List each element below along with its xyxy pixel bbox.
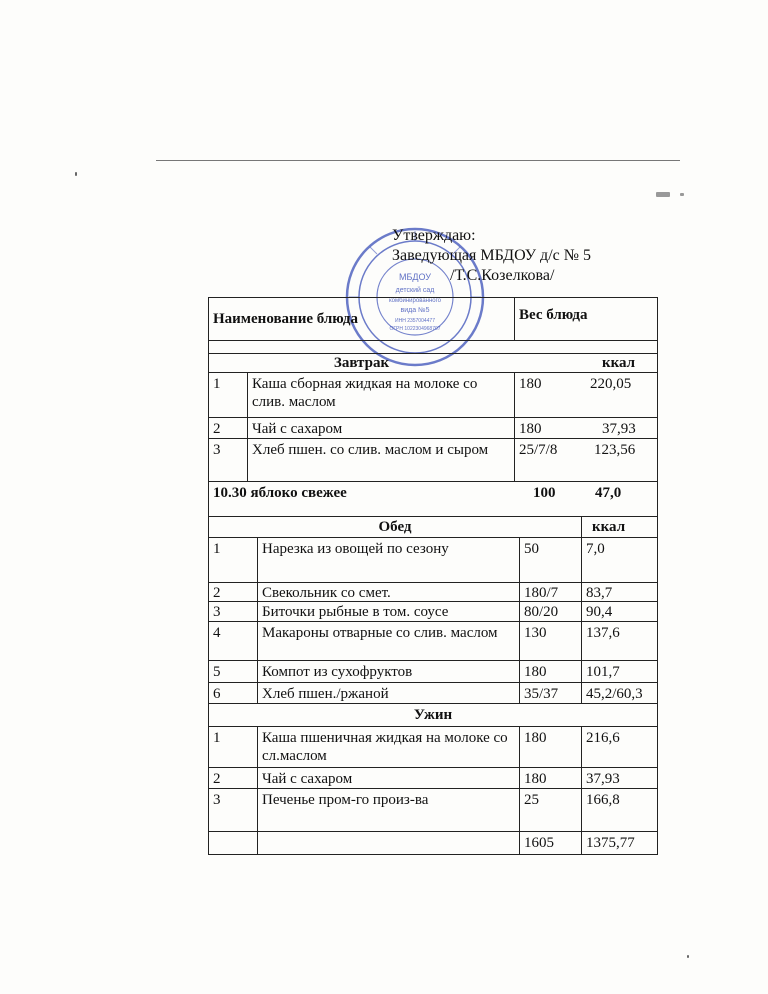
row-weight: 130 — [519, 622, 581, 660]
table-row — [209, 661, 657, 683]
table-row — [209, 439, 657, 482]
header-weight: Вес блюда — [514, 298, 657, 340]
row-num: 1 — [213, 541, 221, 557]
snack-weight: 100 — [533, 485, 556, 501]
row-dish: Макароны отварные со слив. маслом — [257, 622, 519, 660]
table-header-row — [209, 297, 657, 341]
table-row — [209, 602, 657, 622]
table-row — [209, 683, 657, 704]
row-num: 1 — [213, 376, 221, 392]
row-weight: 180 — [514, 418, 586, 438]
row-num: 2 — [213, 585, 221, 601]
row-dish: Биточки рыбные в том. соусе — [257, 602, 519, 621]
lunch-kcal-label: ккал — [581, 517, 657, 537]
row-dish: Хлеб пшен. со слив. маслом и сыром — [247, 439, 514, 481]
seal-text: ИНН 2357004477 — [394, 318, 436, 324]
approval-block — [392, 226, 591, 286]
row-num: 3 — [213, 792, 221, 808]
lunch-title-row — [209, 517, 657, 538]
approval-line-2: Заведующая МБДОУ д/с № 5 — [392, 247, 591, 264]
row-kcal: 123,56 — [594, 442, 636, 458]
row-weight: 80/20 — [519, 602, 581, 621]
approval-line-3: /Т.С.Козелкова/ — [450, 267, 555, 284]
table-row — [209, 768, 657, 789]
row-weight: 180/7 — [519, 583, 581, 601]
row-dish: Каша пшеничная жидкая на молоке со сл.маслом — [257, 727, 519, 767]
snack-row — [209, 482, 657, 517]
table-row — [209, 538, 657, 583]
menu-table — [208, 297, 658, 855]
total-kcal: 1375,77 — [581, 832, 657, 854]
total-weight: 1605 — [519, 832, 581, 854]
table-row — [209, 622, 657, 661]
row-num: 5 — [213, 664, 221, 680]
row-kcal: 83,7 — [581, 583, 657, 601]
row-num: 2 — [213, 771, 221, 787]
row-weight: 180 — [519, 768, 581, 788]
row-weight: 50 — [519, 538, 581, 582]
table-spacer-row — [209, 341, 657, 354]
table-row — [209, 583, 657, 602]
table-row — [209, 789, 657, 832]
row-kcal: 137,6 — [581, 622, 657, 660]
seal-text: вида №5 — [400, 307, 430, 314]
row-dish: Хлеб пшен./ржаной — [257, 683, 519, 703]
breakfast-title: Завтрак — [333, 355, 390, 371]
row-kcal: 90,4 — [581, 602, 657, 621]
scan-top-line — [156, 160, 680, 161]
row-weight: 25/7/8 — [514, 439, 586, 481]
row-num: 3 — [213, 442, 221, 458]
dinner-title: Ужин — [413, 707, 453, 723]
row-kcal: 37,93 — [581, 768, 657, 788]
row-dish: Чай с сахаром — [247, 418, 514, 438]
row-kcal: 166,8 — [581, 789, 657, 831]
row-num: 2 — [213, 421, 221, 437]
snack-kcal: 47,0 — [595, 485, 622, 501]
scan-speck — [680, 193, 684, 196]
total-empty-cell — [257, 832, 519, 854]
row-kcal: 220,05 — [590, 376, 632, 392]
table-row — [209, 727, 657, 768]
row-weight: 25 — [519, 789, 581, 831]
scan-speck — [75, 172, 77, 176]
breakfast-kcal-label: ккал — [601, 355, 636, 371]
row-dish: Нарезка из овощей по сезону — [257, 538, 519, 582]
total-row — [209, 832, 657, 855]
breakfast-title-row — [209, 354, 657, 373]
seal-text: ОГРН 1022304968707 — [389, 326, 441, 332]
seal-text: МБДОУ — [398, 272, 432, 282]
row-kcal: 37,93 — [602, 421, 636, 437]
row-num: 1 — [213, 730, 221, 746]
row-weight: 35/37 — [519, 683, 581, 703]
row-weight: 180 — [519, 661, 581, 682]
approval-line-1: Утверждаю: — [392, 227, 476, 244]
row-dish: Чай с сахаром — [257, 768, 519, 788]
row-kcal: 45,2/60,3 — [581, 683, 657, 703]
table-row — [209, 418, 657, 439]
row-dish: Каша сборная жидкая на молоке со слив. маслом — [247, 373, 514, 417]
snack-name: 10.30 яблоко свежее — [213, 485, 347, 501]
row-dish: Компот из сухофруктов — [257, 661, 519, 682]
row-kcal: 216,6 — [581, 727, 657, 767]
scan-speck — [687, 955, 689, 958]
row-dish: Свекольник со смет. — [257, 583, 519, 601]
header-dish-name: Наименование блюда — [213, 311, 358, 327]
row-kcal: 7,0 — [581, 538, 657, 582]
row-kcal: 101,7 — [581, 661, 657, 682]
row-weight: 180 — [519, 727, 581, 767]
seal-text: комбинированного — [388, 298, 442, 304]
table-row — [209, 373, 657, 418]
scan-speck — [656, 192, 670, 197]
row-num: 6 — [213, 686, 221, 702]
row-num: 4 — [213, 625, 221, 641]
dinner-title-row — [209, 704, 657, 727]
row-weight: 180 — [514, 373, 586, 417]
seal-text: детский сад — [395, 287, 435, 294]
lunch-title: Обед — [378, 519, 412, 535]
row-dish: Печенье пром-го произ-ва — [257, 789, 519, 831]
row-num: 3 — [213, 604, 221, 620]
